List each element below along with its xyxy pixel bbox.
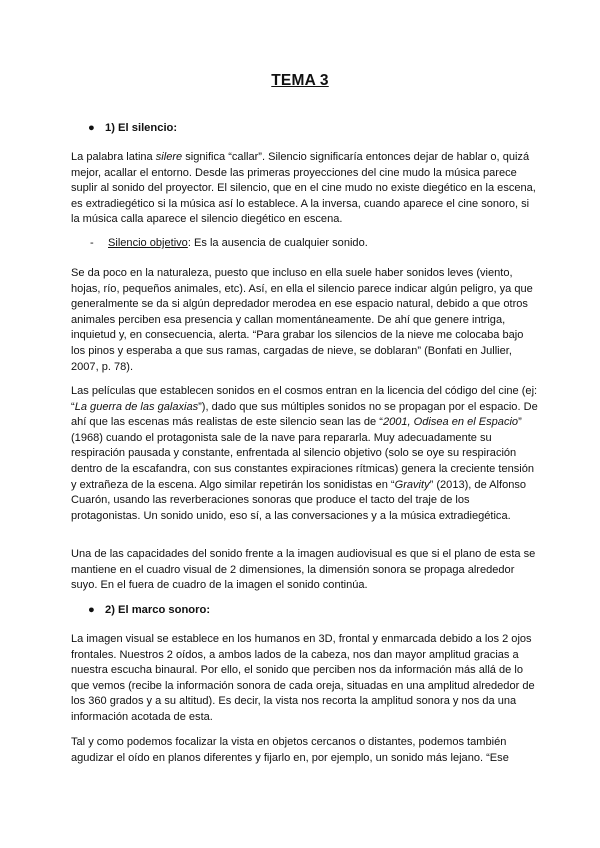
section-heading-text: 1) El silencio:	[105, 122, 178, 134]
text-run: ” (2013), de Alfonso Cuarón, usando las reverberaciones sonoras que produce el tacto del traje de los protagonistas. Un sonido unido, eso sí, a las conversaciones y a la música extradiegética.	[71, 478, 527, 522]
section-heading-silencio	[88, 122, 177, 134]
italic-title: La guerra de las galaxias	[74, 400, 199, 413]
bullet-icon: ●	[88, 122, 95, 134]
underlined-term: Silencio objetivo	[108, 237, 188, 249]
dash-bullet: -	[90, 237, 94, 249]
list-item-silencio-objetivo	[90, 237, 368, 249]
paragraph-silere	[71, 150, 539, 228]
text-run: ”), dado que sus múltiples sonidos no se propagan por el espacio. De ahí que las escenas más realistas de este silencio sean las de “	[71, 400, 538, 429]
text-run: Las películas que establecen sonidos en el cosmos entran en la licencia del código del cine (ej: “	[71, 385, 538, 413]
italic-title: Gravity	[394, 478, 430, 491]
paragraph-peliculas	[71, 384, 539, 524]
page-title: TEMA 3	[271, 72, 329, 89]
section-heading-text: 2) El marco sonoro:	[105, 604, 211, 616]
paragraph-capacidades: Una de las capacidades del sonido frente a la imagen audiovisual es que si el plano de esta se mantiene en el cuadro visual de 2 dimensiones, la dimensión sonora se propaga alrededor suyo. En el fuera de cuadro de la imagen el sonido continúa.	[71, 548, 536, 592]
bullet-icon: ●	[88, 604, 95, 616]
paragraph-focalizar: Tal y como podemos focalizar la vista en objetos cercanos o distantes, podemos también agudizar el oído en planos diferentes y fijarlo en, por ejemplo, un sonido más lejano. “Ese	[71, 736, 509, 764]
list-item-text: : Es la ausencia de cualquier sonido.	[187, 237, 368, 249]
paragraph-naturaleza: Se da poco en la naturaleza, puesto que incluso en ella suele haber sonidos leves (viento, hojas, río, pequeños animales, etc). Así, en ella el silencio parece indicar algún peligro, ya que generalmente se da si algún depredador merodea en ese espacio natural, debido a que otros animales perciben esa presencia y callan momentáneamente. De ahí que genere intriga, inquietud y, en consecuencia, alerta. “Para grabar los silencios de la nieve me colocaba bajo los pinos y esperaba a que sus ramas, cargadas de nieve, se doblaran” (Bonfati en Jullier, 2007, p. 78).	[71, 267, 533, 373]
text-run: La palabra latina	[71, 151, 156, 163]
italic-term: silere	[155, 151, 183, 163]
section-heading-marco-sonoro	[88, 604, 210, 616]
text-run: ” (1968) cuando el protagonista sale de la nave para repararla. Muy adecuadamente su respiración pausada y constante, enfrentada al silencio objetivo (solo se oye su respiración dentro de la escafandra, con sus constantes expiraciones rítmicas) genera la creciente tensión y extrañeza de la escena. Algo similar repetirán los sonidistas en “	[71, 416, 534, 491]
italic-title: 2001, Odisea en el Espacio	[382, 416, 519, 429]
paragraph-imagen-visual: La imagen visual se establece en los humanos en 3D, frontal y enmarcada debido a los 2 ojos frontales. Nuestros 2 oídos, a ambos lados de la cabeza, nos dan mayor amplitud gracias a nuestra escucha binaural. Por ello, el sonido que perciben nos da información más allá de lo que vemos (recibe la información sonora de cada oreja, situadas en una amplitud alrededor de los 360 grados y a su altitud). Es decir, la vista nos recorta la amplitud sonora y nos da una información acotada de esta.	[71, 633, 535, 723]
text-run: significa “callar”. Silencio significaría entonces dejar de hablar o, quizá mejor, acallar el entorno. Desde las primeras proyecciones del cine mudo la música parece suplir al sonido del proyector. El silencio, que en el cine mudo no existe diegético en la escena, es extradiegético si la música así lo establece. A la inversa, cuando aparece el cine sonoro, si la música calla aparece el silencio diegético en escena.	[71, 151, 536, 226]
